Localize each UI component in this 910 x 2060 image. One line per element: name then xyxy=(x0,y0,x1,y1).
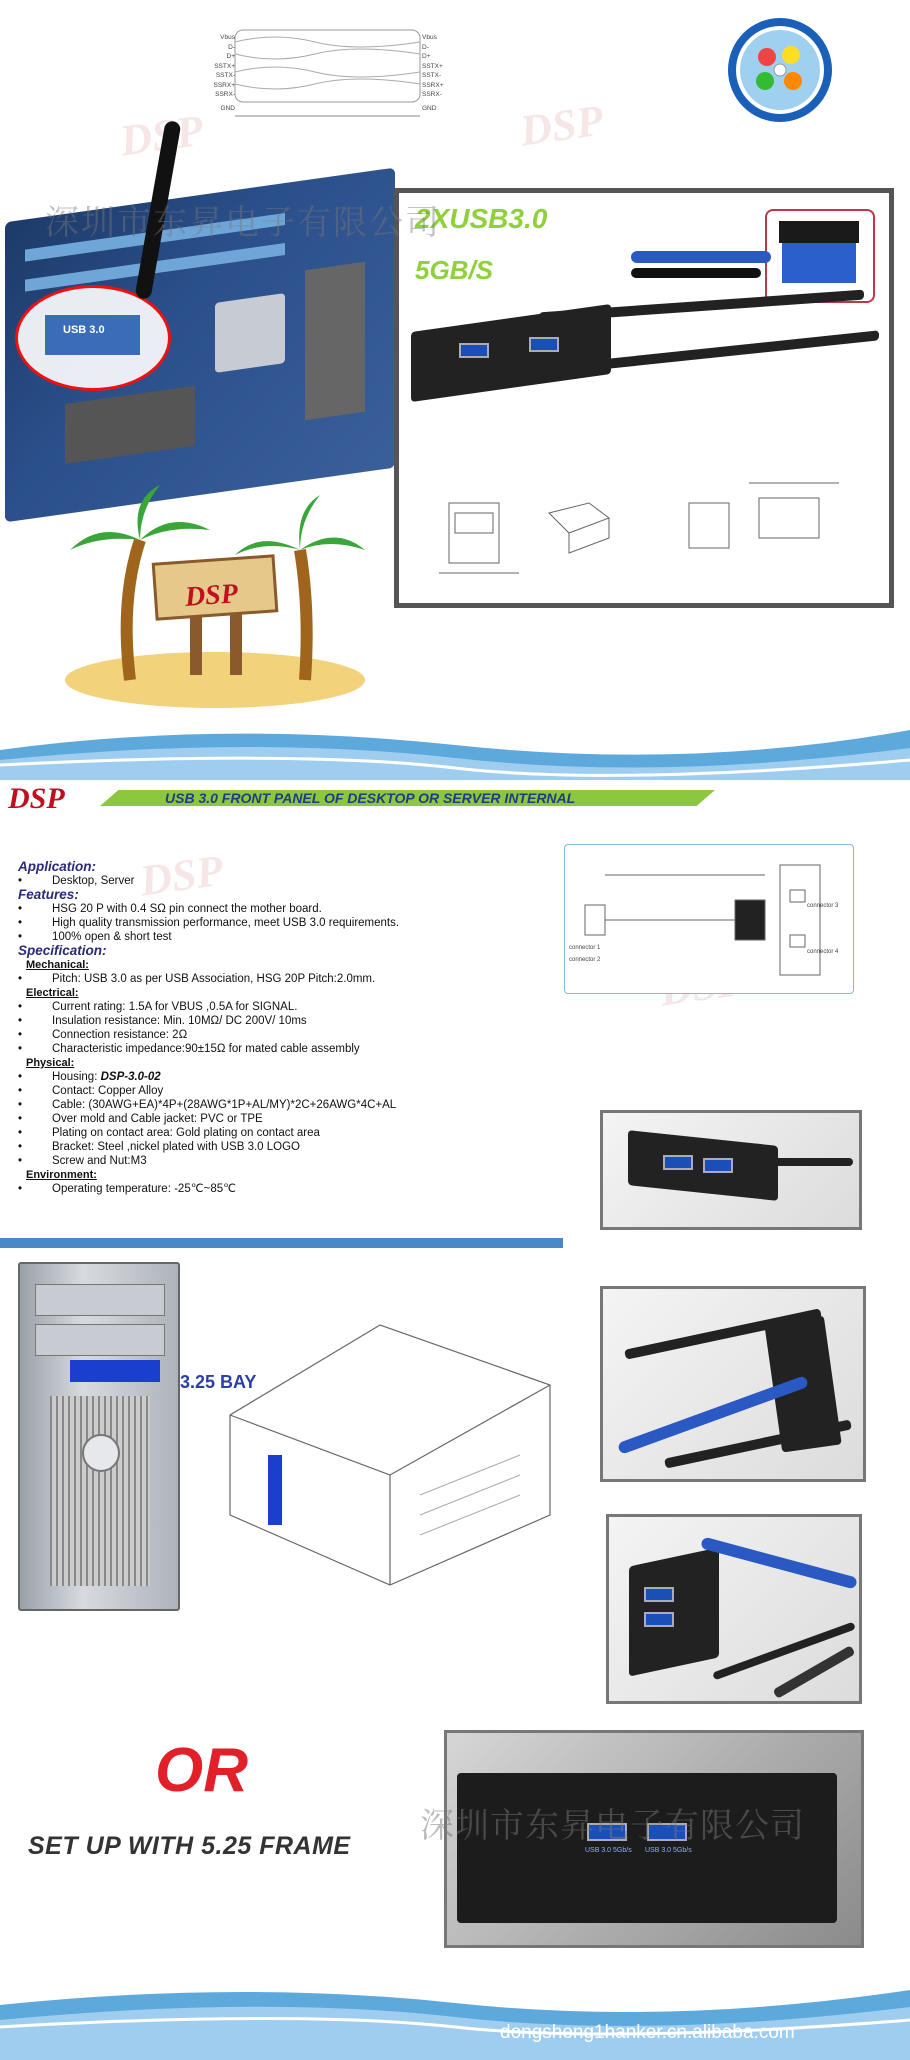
spec-item: • Pitch: USB 3.0 as per USB Association, HSG 20P Pitch:2.0mm. xyxy=(18,972,418,986)
wire-label: Vbus xyxy=(422,34,437,41)
mechanical-heading: Mechanical: xyxy=(26,959,89,971)
chinese-watermark-lower: 深圳市东昇电子有限公司 xyxy=(420,1807,805,1845)
wire-label: SSRX+ xyxy=(213,81,235,89)
bracket-rail xyxy=(712,1622,856,1681)
usb-port-icon xyxy=(644,1587,674,1602)
physical-heading: Physical: xyxy=(26,1057,75,1069)
dimension-drawing xyxy=(419,473,879,593)
spec-item: • Over mold and Cable jacket: PVC or TPE xyxy=(18,1112,418,1126)
cable-assembly-diagram xyxy=(564,844,854,994)
black-cable xyxy=(631,268,761,278)
product-title-line2: 5GB/S xyxy=(415,255,494,285)
spec-item xyxy=(18,1070,418,1084)
banner-title: USB 3.0 FRONT PANEL OF DESKTOP OR SERVER INTERNAL xyxy=(165,790,576,806)
specification-list xyxy=(18,860,418,1196)
wire-label: Vbus xyxy=(220,34,235,41)
wave-divider xyxy=(0,710,910,780)
spec-item: • Contact: Copper Alloy xyxy=(18,1084,418,1098)
product-title-line1: 2XUSB3.0 xyxy=(415,203,548,234)
product-box xyxy=(394,188,894,608)
product-photo-cable xyxy=(600,1286,866,1482)
wire-label: SSRX- xyxy=(215,91,235,98)
wire-labels-right xyxy=(422,33,462,113)
spec-item: • Plating on contact area: Gold plating on contact area xyxy=(18,1126,418,1140)
port-label: USB 3.0 5Gb/s xyxy=(645,1847,692,1854)
spec-item: • 100% open & short test xyxy=(18,930,418,944)
wire-label: SSTX+ xyxy=(422,62,443,70)
dsp-logo: DSP xyxy=(8,782,65,815)
application-heading: Application: xyxy=(18,859,96,874)
front-panel-bracket xyxy=(629,1547,719,1676)
connector-label: connector 4 xyxy=(807,949,839,955)
wire-label: D+ xyxy=(226,53,235,60)
housing-prefix: Housing: xyxy=(52,1071,101,1083)
usb-port-icon xyxy=(663,1155,693,1170)
wave-divider-bottom xyxy=(0,1975,910,2060)
features-heading: Features: xyxy=(18,887,79,902)
chinese-watermark-top: 深圳市东昇电子有限公司 xyxy=(45,204,441,242)
spec-item: • Operating temperature: -25℃~85℃ xyxy=(18,1182,418,1196)
usb-port-icon xyxy=(529,337,559,352)
electrical-heading: Electrical: xyxy=(26,987,79,999)
bay-label: 3.25 BAY xyxy=(180,1372,257,1392)
spec-item: • Connection resistance: 2Ω xyxy=(18,1028,418,1042)
wire-label: GND xyxy=(220,104,235,112)
blue-cable xyxy=(700,1536,858,1589)
dsp-watermark: DSP xyxy=(136,845,227,906)
drive-bay-highlight xyxy=(70,1360,160,1382)
blue-cable xyxy=(631,251,771,263)
spec-item: • Insulation resistance: Min. 10MΩ/ DC 200V/ 10ms xyxy=(18,1014,418,1028)
environment-heading: Environment: xyxy=(26,1169,97,1181)
connector-label: connector 1 xyxy=(569,945,601,951)
usb-port-icon xyxy=(644,1612,674,1627)
usb-port-icon xyxy=(459,343,489,358)
connector-label: connector 3 xyxy=(807,903,839,909)
spec-item: • Cable: (30AWG+EA)*4P+(28AWG*1P+AL/MY)*2C+26AWG*4C+AL xyxy=(18,1098,418,1112)
spec-item: • HSG 20 P with 0.4 SΩ pin connect the mother board. xyxy=(18,902,418,916)
product-photo-front xyxy=(600,1110,862,1230)
housing-model: DSP-3.0-02 xyxy=(100,1071,161,1083)
usb-header-highlight xyxy=(15,285,171,391)
connector-label: connector 2 xyxy=(569,957,601,963)
wire-label: GND xyxy=(422,104,437,112)
spec-item: • Screw and Nut:M3 xyxy=(18,1154,418,1168)
footer-url: dongsheng1hanker.cn.alibaba.com xyxy=(500,2022,795,2043)
spec-item: • Characteristic impedance:90±15Ω for mated cable assembly xyxy=(18,1042,418,1056)
specification-heading: Specification: xyxy=(18,943,107,958)
tower-pc-image xyxy=(18,1262,180,1611)
usb-header-label: USB 3.0 xyxy=(63,324,105,336)
section-separator xyxy=(0,1238,563,1248)
wire-label: SSRX+ xyxy=(422,81,444,89)
connector-inset xyxy=(765,209,875,303)
spec-item: • Desktop, Server xyxy=(18,874,418,888)
dsp-watermark: DSP xyxy=(516,95,607,156)
wire-label: D- xyxy=(422,43,429,51)
bracket-rail xyxy=(539,290,864,323)
spec-item: • Current rating: 1.5A for VBUS ,0.5A for SIGNAL. xyxy=(18,1000,418,1014)
spec-item: • High quality transmission performance, meet USB 3.0 requirements. xyxy=(18,916,418,930)
sign-text: DSP xyxy=(183,578,239,613)
top-section xyxy=(0,0,910,700)
or-text: OR xyxy=(155,1736,248,1805)
wire-labels-left xyxy=(195,33,235,113)
wire-label: SSTX- xyxy=(215,72,235,79)
wire-label: D+ xyxy=(422,53,431,60)
bracket-rail xyxy=(773,1158,853,1166)
port-label: USB 3.0 5Gb/s xyxy=(585,1847,632,1854)
wire-label: SSRX- xyxy=(422,91,442,98)
cable-cross-section-icon xyxy=(725,15,835,125)
case-line-drawing xyxy=(220,1315,560,1595)
spec-item: • Bracket: Steel ,nickel plated with USB 3.0 LOGO xyxy=(18,1140,418,1154)
product-photo-screwdriver xyxy=(606,1514,862,1704)
setup-text: SET UP WITH 5.25 FRAME xyxy=(28,1832,351,1860)
bracket-rail xyxy=(599,330,879,369)
wire-label: D- xyxy=(228,43,235,51)
usb-port-icon xyxy=(703,1158,733,1173)
power-button-icon xyxy=(82,1434,120,1472)
dsp-watermark: DSP xyxy=(116,105,207,166)
wire-label: SSTX- xyxy=(422,72,442,79)
section-header xyxy=(0,780,910,825)
wire-label: SSTX+ xyxy=(214,62,235,70)
